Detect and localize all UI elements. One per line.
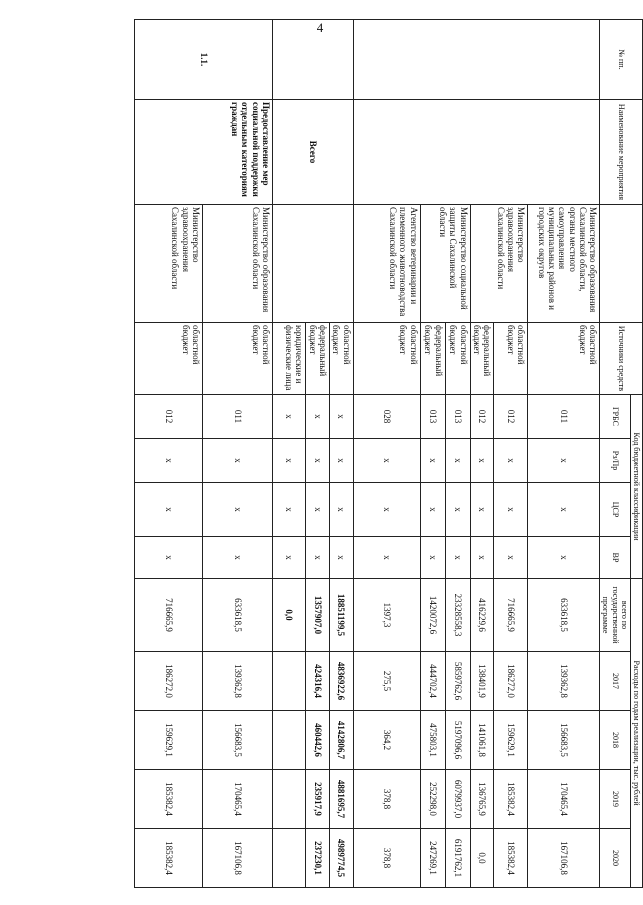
cell-total: 1397,3 [353, 579, 420, 652]
table-row [203, 20, 273, 888]
cell-2019: 6079937,0 [445, 770, 470, 829]
cell-csr: х [353, 483, 420, 537]
cell-grbs: 012 [470, 395, 494, 439]
cell-2017: 424316,4 [306, 652, 330, 711]
cell-2017: 4836922,6 [329, 652, 353, 711]
cell-grbs: 011 [528, 395, 600, 439]
cell-2020: 185382,4 [135, 829, 203, 888]
cell-2018: 159629,1 [135, 711, 203, 770]
cell-rzpr: х [445, 439, 470, 483]
header-name: Наименование мероприятия [600, 100, 643, 205]
cell-rzpr: х [306, 439, 330, 483]
cell-total: 18851199,5 [329, 579, 353, 652]
cell-2018: 364,2 [353, 711, 420, 770]
cell-2017: 138401,9 [470, 652, 494, 711]
item-name: Предоставление мер социальной поддержки отдельным категориям граждан [135, 100, 273, 205]
header-vr: ВР [600, 537, 631, 579]
cell-2019: 185382,4 [135, 770, 203, 829]
table-row [528, 20, 600, 888]
cell-vr: х [470, 537, 494, 579]
header-expenses-group: Расходы по годам реализации, тыс. рублей [630, 579, 642, 888]
cell-rzpr: х [470, 439, 494, 483]
cell-executor: Министерство социальной защиты Сахалинской области [420, 205, 470, 323]
cell-total: 633618,5 [528, 579, 600, 652]
cell-total: 1357907,0 [306, 579, 330, 652]
total-label: Всего [273, 100, 353, 205]
cell-vr: х [135, 537, 203, 579]
cell-2019: 4881695,7 [329, 770, 353, 829]
cell-source: областной бюджет [528, 323, 600, 395]
cell-grbs: х [329, 395, 353, 439]
cell-grbs: 011 [203, 395, 273, 439]
cell-2020: 247269,1 [420, 829, 445, 888]
cell-source: областной бюджет [353, 323, 420, 395]
cell-executor [273, 205, 353, 323]
cell-executor: Министерство здравоохранения Сахалинской области [470, 205, 528, 323]
cell-total: 716665,9 [494, 579, 528, 652]
cell-csr: х [135, 483, 203, 537]
header-executor [600, 205, 643, 323]
cell-source: юридические и физические лица [273, 323, 306, 395]
cell-total: 633618,5 [203, 579, 273, 652]
cell-grbs: 013 [420, 395, 445, 439]
cell-2018: 156683,5 [528, 711, 600, 770]
header-no: № пп. [600, 20, 643, 100]
cell-2017: 275,5 [353, 652, 420, 711]
cell-grbs: 028 [353, 395, 420, 439]
header-rzpr: Рз/Пр [600, 439, 631, 483]
cell-vr: х [306, 537, 330, 579]
cell-2020: 378,8 [353, 829, 420, 888]
cell-2019 [273, 770, 306, 829]
cell-source: федеральный бюджет [306, 323, 330, 395]
cell-grbs: 012 [494, 395, 528, 439]
header-2020: 2020 [600, 829, 631, 888]
cell-total: 416229,6 [470, 579, 494, 652]
cell-2020: 6191762,1 [445, 829, 470, 888]
cell-csr: х [470, 483, 494, 537]
cell-2018: 141061,8 [470, 711, 494, 770]
cell-vr: х [273, 537, 306, 579]
cell-executor: Министерство образования Сахалинской области, органы местного самоуправления муниципальных районов и городских округов [528, 205, 600, 323]
cell-2019: 235917,9 [306, 770, 330, 829]
page-number: 4 [316, 20, 324, 35]
cell-2019: 185382,4 [494, 770, 528, 829]
cell-2017: 444702,4 [420, 652, 445, 711]
header-kbk-group: Код бюджетной классификации [630, 395, 642, 579]
cell-rzpr: х [494, 439, 528, 483]
cell-2020: 167106,8 [528, 829, 600, 888]
cell-source: федеральный бюджет [420, 323, 445, 395]
cell-csr: х [445, 483, 470, 537]
cell-total: 1420072,6 [420, 579, 445, 652]
cell-2020: 185382,4 [494, 829, 528, 888]
cell-grbs: х [306, 395, 330, 439]
cell-2018: 5197096,6 [445, 711, 470, 770]
cell-2018: 460442,6 [306, 711, 330, 770]
cell-2019: 136765,9 [470, 770, 494, 829]
cell-2017 [273, 652, 306, 711]
table-row [329, 20, 353, 888]
cell-total: 23328558,3 [445, 579, 470, 652]
cell-executor: Министерство образования Сахалинской области [203, 205, 273, 323]
cell-vr: х [528, 537, 600, 579]
cell-2019: 170465,4 [203, 770, 273, 829]
cell-vr: х [353, 537, 420, 579]
cell-2020: 167106,8 [203, 829, 273, 888]
cell-rzpr: х [203, 439, 273, 483]
item-number: 1.1. [135, 20, 273, 100]
cell-rzpr: х [329, 439, 353, 483]
cell-2019: 378,8 [353, 770, 420, 829]
cell-csr: х [329, 483, 353, 537]
cell-2019: 170465,4 [528, 770, 600, 829]
cell-name [353, 100, 600, 205]
cell-2019: 252298,0 [420, 770, 445, 829]
cell-source: федеральный бюджет [470, 323, 494, 395]
cell-2020: 0,0 [470, 829, 494, 888]
cell-rzpr: х [420, 439, 445, 483]
header-sources: Источники средств [600, 323, 643, 395]
cell-grbs: 013 [445, 395, 470, 439]
header-2018: 2018 [600, 711, 631, 770]
header-total: всего по государственной программе [600, 579, 631, 652]
cell-executor: Агентство ветеринарии и племенного животноводства Сахалинской области [353, 205, 420, 323]
cell-csr: х [306, 483, 330, 537]
cell-rzpr: х [135, 439, 203, 483]
cell-grbs: 012 [135, 395, 203, 439]
header-grbs: ГРБС [600, 395, 631, 439]
cell-vr: х [494, 537, 528, 579]
cell-2017: 139362,8 [528, 652, 600, 711]
cell-source: областной бюджет [445, 323, 470, 395]
cell-csr: х [273, 483, 306, 537]
header-2017: 2017 [600, 652, 631, 711]
cell-vr: х [445, 537, 470, 579]
header-csr: ЦСР [600, 483, 631, 537]
cell-no [273, 20, 353, 100]
cell-2018: 475803,1 [420, 711, 445, 770]
cell-2017: 186272,0 [494, 652, 528, 711]
cell-total: 0,0 [273, 579, 306, 652]
cell-vr: х [203, 537, 273, 579]
cell-total: 716665,9 [135, 579, 203, 652]
cell-no [353, 20, 600, 100]
cell-2017: 5859762,6 [445, 652, 470, 711]
cell-source: областной бюджет [203, 323, 273, 395]
cell-source: областной бюджет [135, 323, 203, 395]
cell-vr: х [329, 537, 353, 579]
rotated-table-container [60, 19, 643, 887]
cell-2020: 237230,1 [306, 829, 330, 888]
cell-executor: Министерство здравоохранения Сахалинской области [135, 205, 203, 323]
cell-2018: 4142806,7 [329, 711, 353, 770]
cell-2018: 159629,1 [494, 711, 528, 770]
cell-source: областной бюджет [494, 323, 528, 395]
cell-csr: х [203, 483, 273, 537]
cell-csr: х [494, 483, 528, 537]
cell-2020 [273, 829, 306, 888]
cell-grbs: х [273, 395, 306, 439]
header-2019: 2019 [600, 770, 631, 829]
budget-table [134, 19, 643, 888]
cell-2017: 186272,0 [135, 652, 203, 711]
cell-rzpr: х [353, 439, 420, 483]
cell-rzpr: х [273, 439, 306, 483]
cell-csr: х [528, 483, 600, 537]
cell-2018 [273, 711, 306, 770]
cell-vr: х [420, 537, 445, 579]
cell-2018: 156683,5 [203, 711, 273, 770]
cell-source: областной бюджет [329, 323, 353, 395]
cell-2017: 139362,8 [203, 652, 273, 711]
cell-rzpr: х [528, 439, 600, 483]
cell-csr: х [420, 483, 445, 537]
cell-2020: 4989774,5 [329, 829, 353, 888]
